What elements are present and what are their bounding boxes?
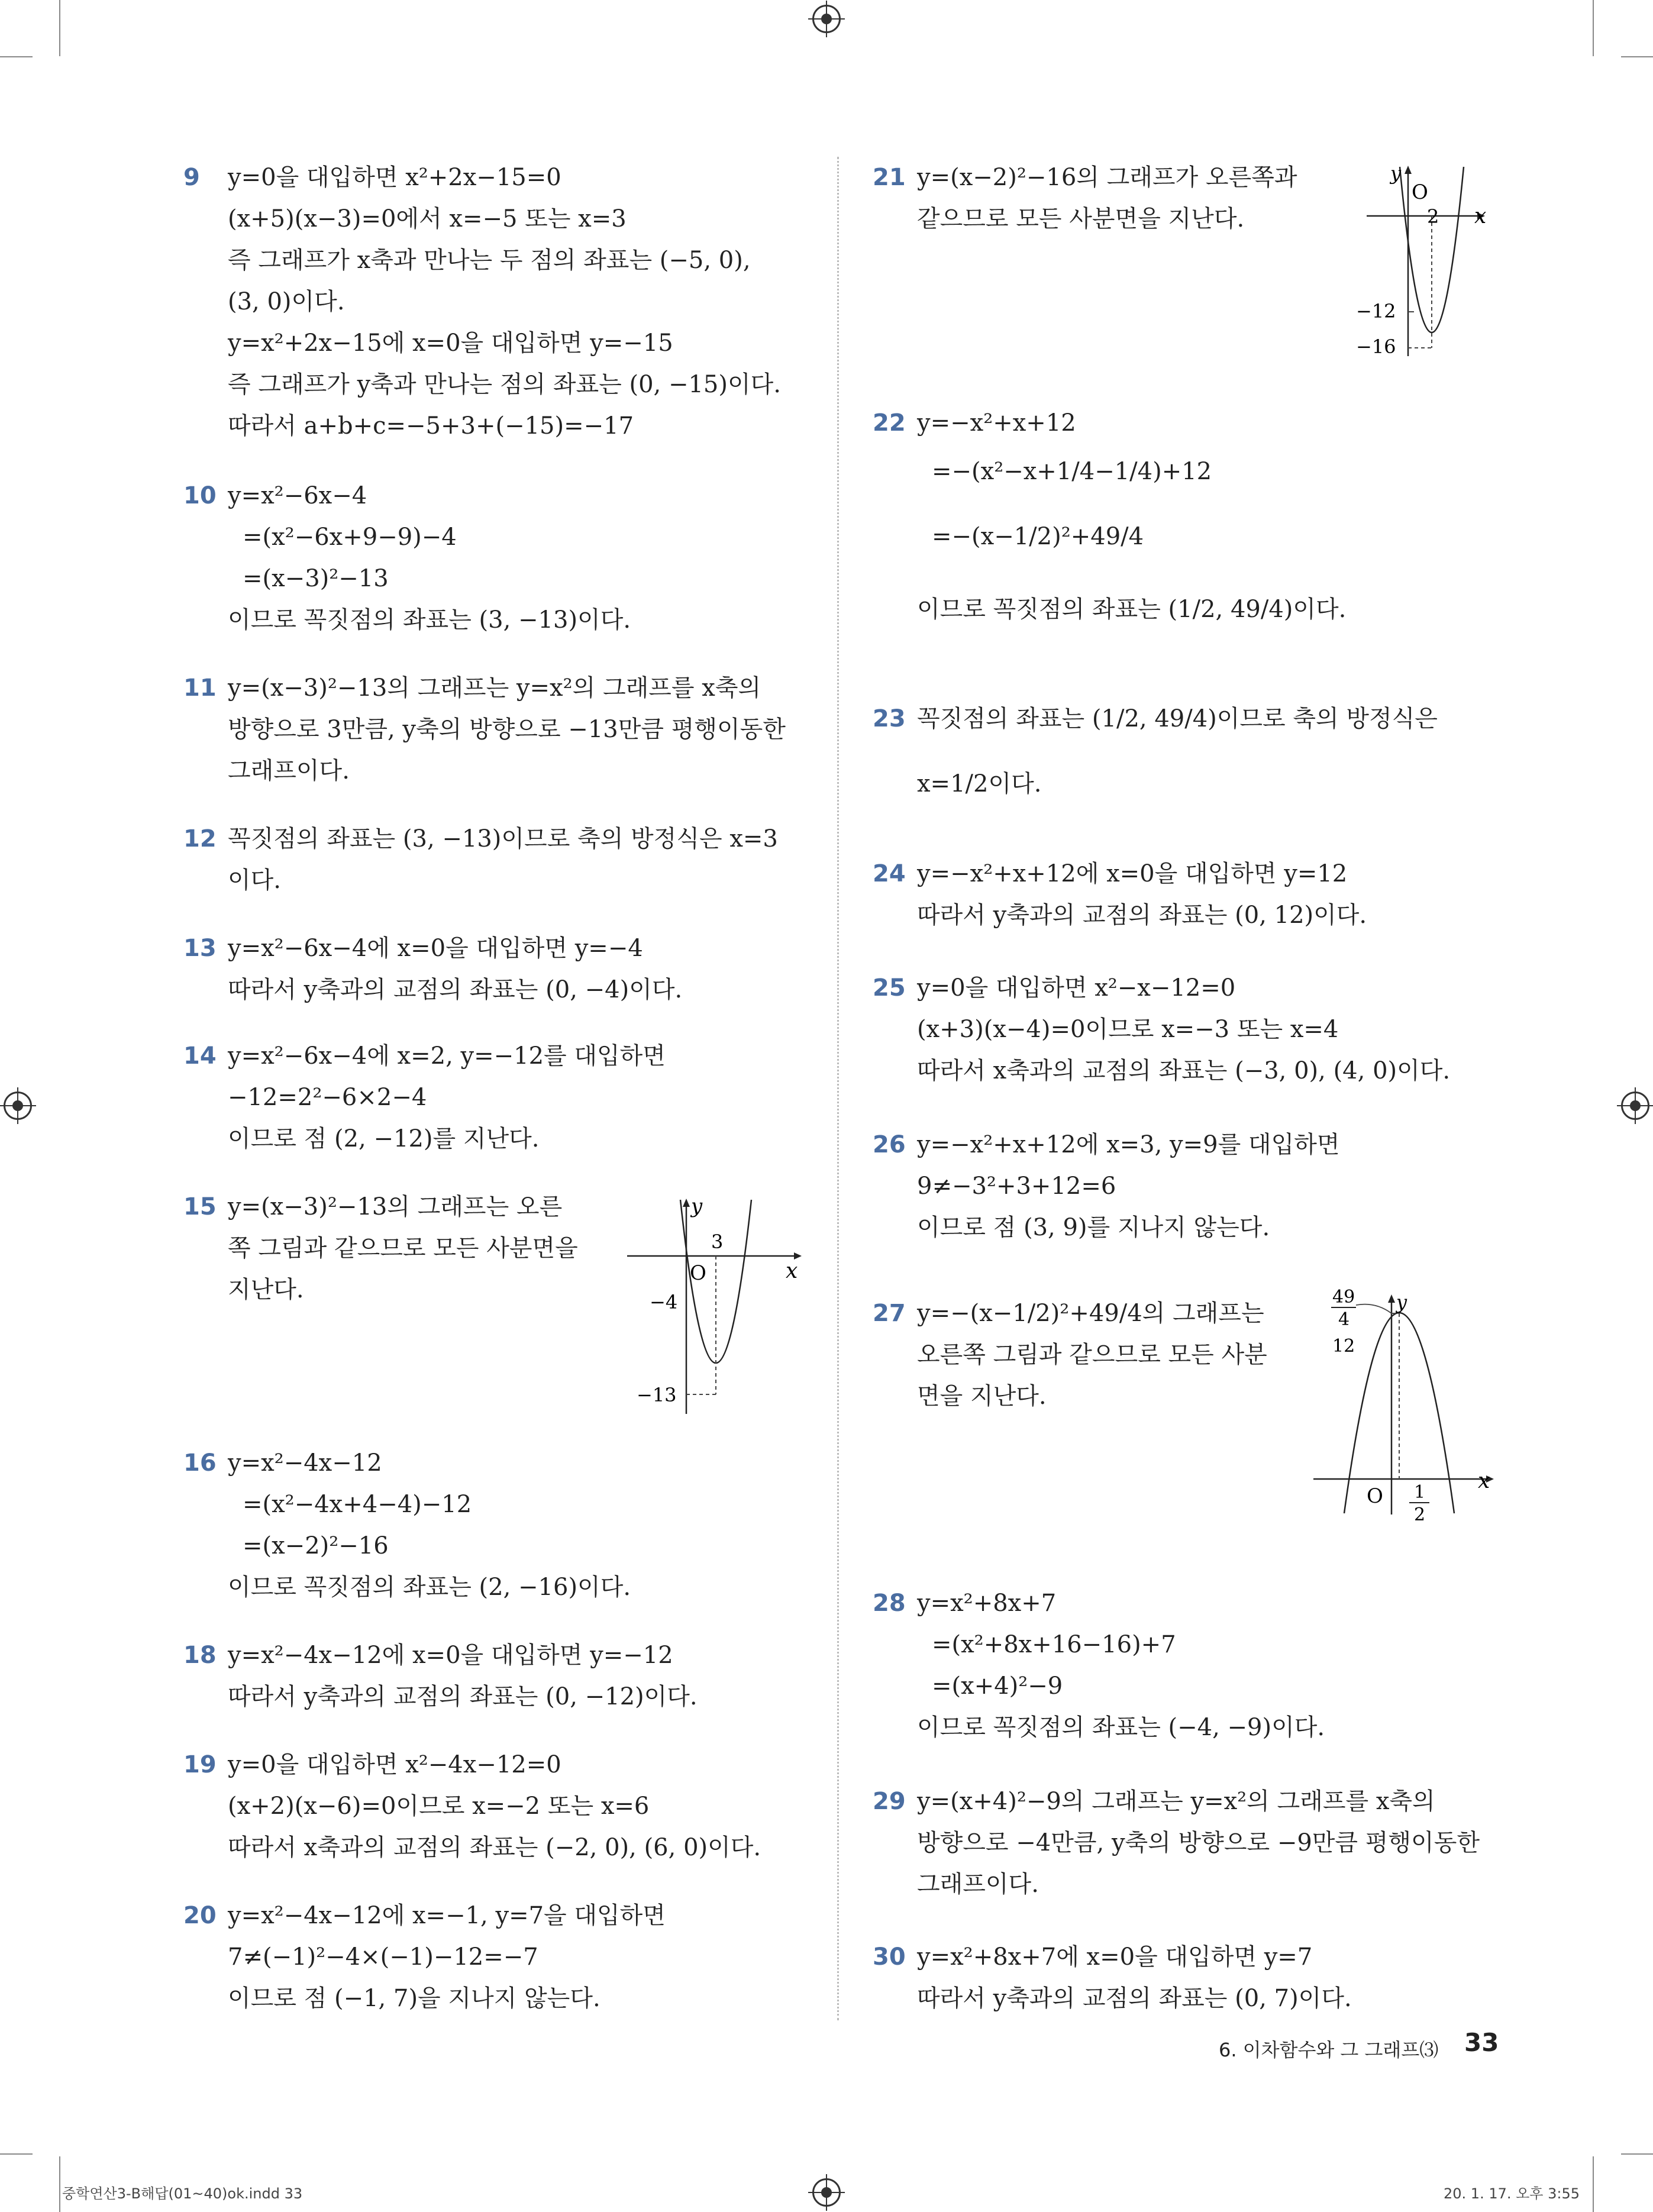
y-axis-label: y (1396, 1291, 1407, 1313)
solution-line: 방향으로 3만큼, y축의 방향으로 −13만큼 평행이동한 (228, 716, 786, 743)
parabola-graph-27 (1313, 1284, 1503, 1532)
y-tick-label: −13 (637, 1384, 677, 1406)
solution-line: (3, 0)이다. (228, 288, 345, 315)
solution-line: 지난다. (228, 1276, 304, 1303)
solution-line: 이므로 꼭짓점의 좌표는 (3, −13)이다. (228, 606, 631, 634)
problem-number: 18 (183, 1642, 217, 1669)
problem-number: 12 (183, 825, 217, 852)
column-divider (837, 157, 839, 2020)
solution-line: =(x−2)²−16 (243, 1532, 389, 1559)
solution-line: 이므로 꼭짓점의 좌표는 (−4, −9)이다. (917, 1714, 1325, 1741)
page-number: 33 (1464, 2028, 1499, 2057)
solution-line: 따라서 x축과의 교점의 좌표는 (−2, 0), (6, 0)이다. (228, 1834, 761, 1861)
solution-line: 9≠−3²+3+12=6 (917, 1173, 1116, 1200)
solution-line: 꼭짓점의 좌표는 (1/2, 49/4)이므로 축의 방정식은 (917, 705, 1438, 732)
problem-number: 28 (873, 1590, 906, 1617)
print-timestamp: 20. 1. 17. 오후 3:55 (1444, 2185, 1580, 2202)
solution-line: 즉 그래프가 x축과 만나는 두 점의 좌표는 (−5, 0), (228, 247, 751, 274)
x-axis-label: x (1474, 204, 1487, 228)
solution-line: 따라서 y축과의 교점의 좌표는 (0, 7)이다. (917, 1985, 1352, 2012)
solution-line: y=x²+8x+7에 x=0을 대입하면 y=7 (917, 1943, 1313, 1971)
problem-number: 26 (873, 1131, 906, 1158)
solution-line: 쪽 그림과 같으므로 모든 사분면을 (228, 1235, 578, 1262)
y-tick-label: −4 (650, 1291, 678, 1313)
y-axis-arrow-icon (1388, 1294, 1395, 1303)
crop-mark (1593, 2156, 1594, 2212)
registration-mark-icon (1621, 1092, 1649, 1120)
solution-line: y=0을 대입하면 x²−x−12=0 (917, 974, 1236, 1002)
origin-label: O (1367, 1484, 1383, 1508)
y-axis-arrow-icon (1405, 166, 1412, 174)
solution-line: 즉 그래프가 y축과 만나는 점의 좌표는 (0, −15)이다. (228, 371, 781, 398)
solution-line: y=x²+2x−15에 x=0을 대입하면 y=−15 (228, 330, 673, 357)
x-tick-numerator: 1 (1414, 1482, 1426, 1503)
problem-number: 25 (873, 974, 906, 1002)
solution-line: y=x²+8x+7 (917, 1590, 1057, 1617)
solution-line: 그래프이다. (228, 757, 350, 784)
file-slug: 중학연산3-B해답(01~40)ok.indd 33 (62, 2185, 303, 2202)
problem-number: 16 (183, 1449, 217, 1477)
solution-line: (x+3)(x−4)=0이므로 x=−3 또는 x=4 (917, 1016, 1339, 1043)
solution-line: =(x²−4x+4−4)−12 (243, 1491, 472, 1518)
origin-label: O (1412, 180, 1428, 204)
solution-line: −12=2²−6×2−4 (228, 1084, 427, 1111)
problem-number: 21 (873, 164, 906, 191)
chapter-title: 6. 이차함수와 그 그래프⑶ (1219, 2039, 1439, 2061)
solution-line: x=1/2이다. (917, 770, 1042, 797)
solution-line: y=(x−2)²−16의 그래프가 오른쪽과 (917, 164, 1297, 191)
problem-number: 23 (873, 705, 906, 732)
solution-line: y=−x²+x+12 (917, 409, 1076, 437)
solution-line: y=x²−6x−4 (228, 482, 367, 509)
solution-line: y=x²−4x−12에 x=0을 대입하면 y=−12 (228, 1642, 673, 1669)
solution-line: 따라서 y축과의 교점의 좌표는 (0, 12)이다. (917, 902, 1367, 929)
solution-line: =(x−3)²−13 (243, 565, 389, 592)
solution-line: (x+2)(x−6)=0이므로 x=−2 또는 x=6 (228, 1793, 650, 1820)
problem-number: 29 (873, 1788, 906, 1815)
problem-number: 10 (183, 482, 217, 509)
y-axis-label: y (691, 1195, 703, 1218)
crop-mark (0, 56, 33, 57)
problem-number: 30 (873, 1943, 906, 1971)
solution-line: 이므로 점 (−1, 7)을 지나지 않는다. (228, 1985, 600, 2012)
problem-number: 19 (183, 1751, 217, 1778)
origin-label: O (690, 1261, 706, 1285)
registration-mark-icon (4, 1092, 32, 1120)
solution-line: =−(x−1/2)²+49/4 (932, 523, 1144, 550)
crop-mark (59, 2156, 60, 2212)
y-tick-label: −16 (1356, 335, 1396, 358)
problem-number: 15 (183, 1193, 217, 1220)
registration-mark-icon (812, 2178, 841, 2207)
solution-line: y=x²−6x−4에 x=2, y=−12를 대입하면 (228, 1042, 666, 1070)
solution-line: =(x²+8x+16−16)+7 (932, 1631, 1176, 1658)
solution-line: y=x²−4x−12에 x=−1, y=7을 대입하면 (228, 1902, 666, 1929)
solution-line: 따라서 y축과의 교점의 좌표는 (0, −4)이다. (228, 976, 683, 1003)
y-tick-label: 12 (1332, 1336, 1355, 1357)
x-axis-label: x (1478, 1469, 1490, 1493)
problem-number: 27 (873, 1300, 906, 1327)
crop-mark (59, 0, 60, 56)
solution-line: y=x²−4x−12 (228, 1449, 382, 1477)
x-tick-denominator: 2 (1414, 1504, 1426, 1525)
parabola-graph-15 (621, 1195, 811, 1426)
solution-line: y=−x²+x+12에 x=0을 대입하면 y=12 (917, 860, 1348, 887)
solution-line: y=−(x−1/2)²+49/4의 그래프는 (917, 1300, 1264, 1327)
solution-line: 오른쪽 그림과 같으므로 모든 사분 (917, 1341, 1267, 1368)
solution-line: 면을 지난다. (917, 1383, 1047, 1410)
crop-mark (1621, 56, 1653, 57)
solution-line: 7≠(−1)²−4×(−1)−12=−7 (228, 1943, 538, 1971)
y-tick-denominator: 4 (1338, 1309, 1350, 1330)
problem-number: 9 (183, 164, 200, 191)
solution-line: =−(x²−x+1/4−1/4)+12 (932, 458, 1212, 485)
problem-number: 14 (183, 1042, 217, 1070)
solution-line: y=x²−6x−4에 x=0을 대입하면 y=−4 (228, 935, 643, 962)
crop-mark (1593, 0, 1594, 56)
problem-number: 24 (873, 860, 906, 887)
y-tick-numerator: 49 (1332, 1287, 1355, 1307)
solution-line: 이므로 점 (3, 9)를 지나지 않는다. (917, 1214, 1270, 1241)
problem-number: 22 (873, 409, 906, 437)
problem-number: 20 (183, 1902, 217, 1929)
solution-line: 따라서 y축과의 교점의 좌표는 (0, −12)이다. (228, 1683, 698, 1710)
problem-number: 13 (183, 935, 217, 962)
solution-line: 같으므로 모든 사분면을 지난다. (917, 205, 1245, 232)
solution-line: y=0을 대입하면 x²−4x−12=0 (228, 1751, 561, 1778)
x-tick-label: 3 (711, 1231, 724, 1253)
solution-line: 이므로 꼭짓점의 좌표는 (1/2, 49/4)이다. (917, 596, 1347, 623)
solution-line: 이다. (228, 867, 281, 894)
solution-line: =(x+4)²−9 (932, 1672, 1063, 1700)
solution-line: 따라서 x축과의 교점의 좌표는 (−3, 0), (4, 0)이다. (917, 1057, 1451, 1084)
problem-number: 11 (183, 674, 217, 702)
solution-line: y=(x+4)²−9의 그래프는 y=x²의 그래프를 x축의 (917, 1788, 1435, 1815)
solution-line: 방향으로 −4만큼, y축의 방향으로 −9만큼 평행이동한 (917, 1829, 1480, 1856)
solution-line: y=0을 대입하면 x²+2x−15=0 (228, 164, 561, 191)
solution-line: 그래프이다. (917, 1871, 1039, 1898)
crop-mark (0, 2153, 33, 2155)
x-tick-label: 2 (1427, 205, 1439, 228)
solution-line: 따라서 a+b+c=−5+3+(−15)=−17 (228, 412, 634, 440)
parabola-graph-21 (1349, 161, 1497, 368)
solution-line: 이므로 꼭짓점의 좌표는 (2, −16)이다. (228, 1574, 631, 1601)
label-pointer (1356, 1304, 1392, 1313)
solution-line: y=−x²+x+12에 x=3, y=9를 대입하면 (917, 1131, 1340, 1158)
crop-mark (1621, 2153, 1653, 2155)
registration-mark-icon (812, 5, 841, 33)
solution-line: 꼭짓점의 좌표는 (3, −13)이므로 축의 방정식은 x=3 (228, 825, 778, 852)
y-tick-label: −12 (1356, 300, 1396, 322)
solution-line: =(x²−6x+9−9)−4 (243, 524, 457, 551)
solution-line: y=(x−3)²−13의 그래프는 y=x²의 그래프를 x축의 (228, 674, 761, 702)
solution-line: y=(x−3)²−13의 그래프는 오른 (228, 1193, 563, 1220)
x-axis-label: x (786, 1259, 798, 1283)
solution-line: 이므로 점 (2, −12)를 지난다. (228, 1125, 540, 1152)
solution-line: (x+5)(x−3)=0에서 x=−5 또는 x=3 (228, 205, 627, 232)
y-axis-label: y (1390, 162, 1402, 185)
y-axis-arrow-icon (683, 1199, 690, 1207)
